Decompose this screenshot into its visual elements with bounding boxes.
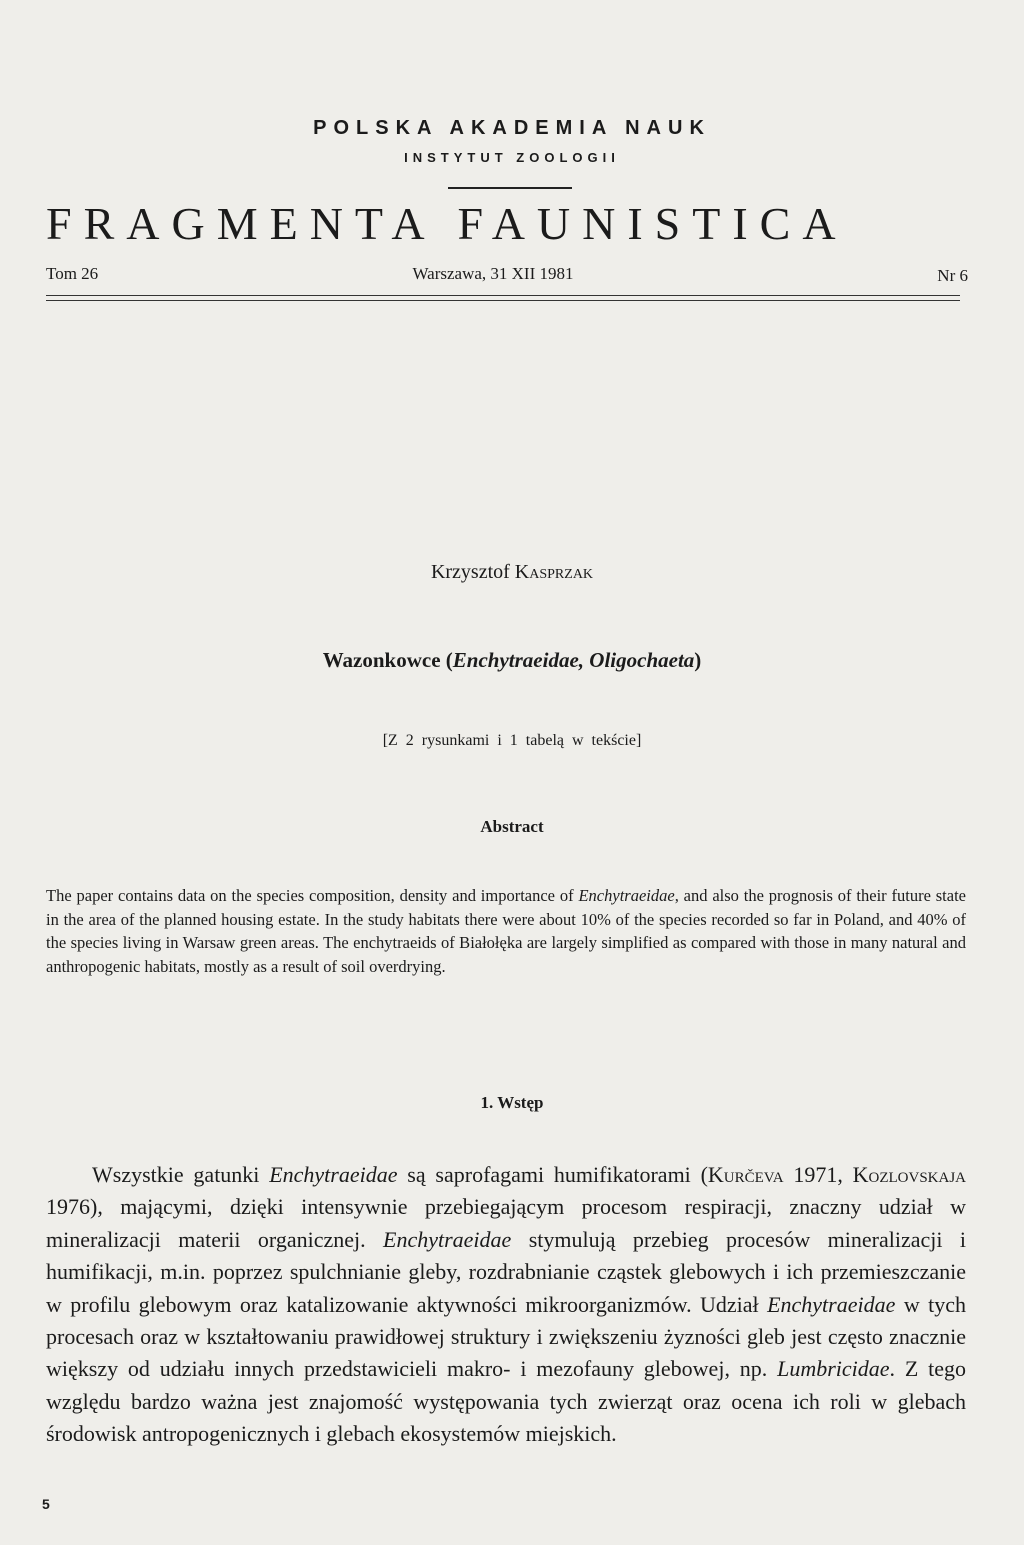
body-taxon-4: Lumbricidae: [777, 1356, 890, 1382]
academy-name: POLSKA AKADEMIA NAUK: [313, 117, 711, 139]
body-part-3: 1971,: [783, 1162, 853, 1187]
issue-number: Nr 6: [937, 266, 968, 285]
body-part-2: są saprofagami humifikatorami (: [397, 1162, 708, 1187]
abstract-text: [46, 884, 966, 978]
place-date: Warszawa, 31 XII 1981: [412, 264, 574, 283]
abstract-heading: Abstract: [480, 817, 544, 836]
abstract-part-2: , and also the prognosis of their future state in the area of the planned housing estate. In the study habitats there were about 10% of the species recorded so far in Poland, and 40% of the species living in Warsaw green areas. The enchytraeids of Białołęka are largely simplified as compared with those in many natural and anthropogenic habitats, mostly as a result of soil overdrying.: [46, 886, 966, 976]
title-prefix: Wazonkowce (: [322, 648, 453, 672]
body-part-1: Wszystkie gatunki: [92, 1162, 270, 1187]
citation-kozlovskaja: Kozlovskaja: [852, 1162, 966, 1187]
author-name: [0, 561, 1024, 584]
body-paragraph: [46, 1159, 966, 1451]
header-divider: [448, 187, 572, 189]
body-part-6: w tych procesach oraz w kształtowaniu prawidłowej struktury i zwiększeniu żyzności gleb jest często znacznie większy od udziału innych przedstawicieli makro- i mezofauny glebowej, np.: [46, 1291, 967, 1382]
section-heading: 1. Wstęp: [480, 1093, 544, 1112]
body-part-4: 1976), mającymi, dzięki intensywnie przebiegającym procesom respiracji, znaczny udział w mineralizacji materii organicznej.: [46, 1194, 966, 1252]
title-suffix: ): [694, 648, 702, 672]
body-taxon-1: Enchytraeidae: [269, 1162, 398, 1187]
abstract-taxon: Enchytraeidae: [578, 886, 675, 905]
author-first-name: Krzysztof: [430, 561, 510, 583]
author-last-name: Kasprzak: [514, 561, 594, 583]
masthead-rule: [46, 295, 960, 301]
citation-kurceva: Kurčeva: [707, 1162, 784, 1187]
abstract-part-1: The paper contains data on the species composition, density and importance of: [46, 886, 579, 905]
article-title: [0, 648, 1024, 673]
figures-note: [Z 2 rysunkami i 1 tabelą w tekście]: [382, 732, 642, 749]
institute-name: INSTYTUT ZOOLOGII: [404, 150, 620, 165]
journal-title: FRAGMENTA FAUNISTICA: [46, 198, 848, 249]
body-part-5: stymulują przebieg procesów mineralizacji i humifikacji, m.in. poprzez spulchnianie gleby, rozdrabnianie cząstek glebowych i ich przemieszczanie w profilu glebowym oraz katalizowanie aktywności mikroorganizmów. Udział: [46, 1226, 967, 1317]
title-taxon: Enchytraeidae, Oligochaeta: [452, 648, 695, 672]
page-number: 5: [42, 1496, 50, 1512]
body-taxon-3: Enchytraeidae: [767, 1291, 896, 1317]
volume-label: Tom 26: [46, 264, 99, 283]
body-part-7: . Z tego względu bardzo ważna jest znajomość występowania tych zwierząt oraz ocena ich roli w glebach środowisk antropogenicznych i glebach ekosystemów miejskich.: [46, 1356, 966, 1447]
body-taxon-2: Enchytraeidae: [383, 1226, 512, 1252]
